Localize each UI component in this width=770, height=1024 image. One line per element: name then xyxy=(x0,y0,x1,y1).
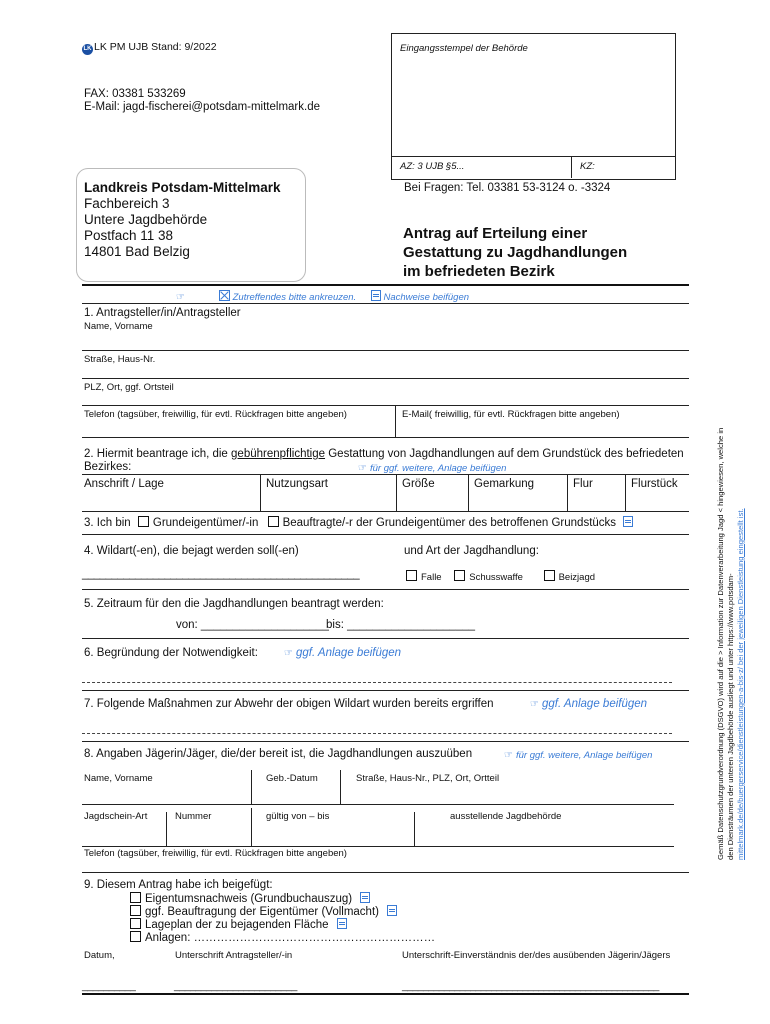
s2-col-address: Anschrift / Lage xyxy=(84,478,164,490)
s4-trap-checkbox[interactable] xyxy=(406,570,417,581)
form-code: LK LK PM UJB Stand: 9/2022 xyxy=(83,41,217,53)
s9-item-4: Anlagen: ……………………………………………………… xyxy=(130,931,435,944)
s6-hint: ☞ ggf. Anlage beifügen xyxy=(284,647,402,659)
s9-heading: 9. Diesem Antrag habe ich beigefügt: xyxy=(84,879,273,891)
s8-street-label: Straße, Haus-Nr., PLZ, Ort, Ortteil xyxy=(356,773,500,784)
sign-applicant-label: Unterschrift Antragsteller/-in xyxy=(175,950,293,961)
email-address: E-Mail: jagd-fischerei@potsdam-mittelmark.de xyxy=(84,101,320,113)
pointing-hand-icon: ☞ xyxy=(504,750,513,761)
page-title: Antrag auf Erteilung einer Gestattung zu Jagdhandlungen im befriedeten Bezirk xyxy=(403,225,628,280)
document-icon xyxy=(360,892,370,903)
s2-col-flurstueck: Flurstück xyxy=(631,478,678,490)
s7-heading: 7. Folgende Maßnahmen zur Abwehr der obigen Wildart wurden bereits ergriffen xyxy=(84,698,494,710)
s5-from[interactable]: von: ____________________ xyxy=(176,619,329,631)
s9-siteplan-checkbox[interactable] xyxy=(130,918,141,929)
s5-heading: 5. Zeitraum für den die Jagdhandlungen beantragt werden: xyxy=(84,598,384,610)
privacy-side-note: Gemäß Datenschutzgrundverordnung (DSGVO) wird auf die > Information zur Datenverarbeitung Jagd < hingewiesen, welche in den Diensträumen der unteren Jagdbehörde ausliegt und unter https://www.potsdam- mittelmark.de/de/buergerservice/dienstleistungen-a-bis-z/ bei der jeweiligen Dienstleistung eingestellt ist. xyxy=(716,312,746,860)
s6-heading: 6. Begründung der Notwendigkeit: xyxy=(84,647,258,659)
document-icon xyxy=(371,290,381,301)
stamp-label: Eingangsstempel der Behörde xyxy=(400,43,528,54)
s7-hint: ☞ ggf. Anlage beifügen xyxy=(530,698,648,710)
s2-col-usage: Nutzungsart xyxy=(266,478,329,490)
s1-email-label: E-Mail( freiwillig, für evtl. Rückfragen bitte angeben) xyxy=(402,409,620,420)
s9-attachments-checkbox[interactable] xyxy=(130,931,141,942)
address-line-1: Landkreis Potsdam-Mittelmark xyxy=(84,180,281,195)
s1-heading: 1. Antragsteller/in/Antragsteller xyxy=(84,307,241,319)
s1-name-label: Name, Vorname xyxy=(84,321,153,332)
s4-right: und Art der Jagdhandlung: xyxy=(404,545,539,557)
s9-ownership-checkbox[interactable] xyxy=(130,892,141,903)
s4-heading: 4. Wildart(-en), die bejagt werden soll(-en) xyxy=(84,545,299,557)
s4-firearm-checkbox[interactable] xyxy=(454,570,465,581)
s8-license-type-label: Jagdschein-Art xyxy=(84,811,148,822)
address-line-4: Postfach 11 38 xyxy=(84,228,174,243)
privacy-link[interactable]: mittelmark.de/de/buergerservice/dienstleistungen-a-bis-z/ bei der jeweiligen Dienstleistung eingestellt ist. xyxy=(736,508,745,860)
s5-to[interactable]: bis: ____________________ xyxy=(326,619,476,631)
legend: ☞ Zutreffendes bitte ankreuzen. Nachweise beifügen xyxy=(176,292,470,303)
s2-text: 2. Hiermit beantrage ich, die gebührenpflichtige Gestattung von Jagdhandlungen auf dem Grundstück des befriedeten xyxy=(84,448,684,460)
sign-date-label: Datum, xyxy=(84,950,115,961)
s8-validity-label: gültig von – bis xyxy=(266,811,330,822)
s3-row: 3. Ich bin Grundeigentümer/-in Beauftragte/-r der Grundeigentümer des betroffenen Grundstücks xyxy=(84,516,633,529)
s1-phone-label: Telefon (tagsüber, freiwillig, für evtl. Rückfragen bitte angeben) xyxy=(84,409,347,420)
pointing-hand-icon: ☞ xyxy=(284,648,293,659)
document-icon xyxy=(337,918,347,929)
s3-agent-checkbox[interactable] xyxy=(268,516,279,527)
fax-number: FAX: 03381 533269 xyxy=(84,88,186,100)
s2-line2: Bezirkes: xyxy=(84,461,132,473)
s4-species-blank[interactable]: _______________________________________________ xyxy=(82,568,360,580)
s8-phone-label: Telefon (tagsüber, freiwillig, für evtl. Rückfragen bitte angeben) xyxy=(84,848,347,859)
sign-hunter-line[interactable]: _________________________________________________ xyxy=(402,980,659,992)
district-logo-icon: LK xyxy=(82,44,93,55)
sign-hunter-label: Unterschrift-Einverständnis der/des ausübenden Jägerin/Jägers xyxy=(402,950,671,961)
s9-authorization-checkbox[interactable] xyxy=(130,905,141,916)
sign-applicant-line[interactable]: _______________________ xyxy=(174,980,297,992)
address-line-5: 14801 Bad Belzig xyxy=(84,244,190,259)
s4-options: Falle Schusswaffe Beizjagd xyxy=(406,570,595,583)
checked-box-icon xyxy=(219,290,230,301)
kz-label: KZ: xyxy=(580,161,595,172)
s9-item-3: Lageplan der zu bejagenden Fläche xyxy=(130,918,347,931)
s8-number-label: Nummer xyxy=(175,811,212,822)
document-icon xyxy=(623,516,633,527)
pointing-hand-icon: ☞ xyxy=(358,463,367,474)
address-line-3: Untere Jagdbehörde xyxy=(84,212,208,227)
stamp-box xyxy=(391,33,676,180)
az-label: AZ: 3 UJB §5... xyxy=(400,161,465,172)
address-line-2: Fachbereich 3 xyxy=(84,196,170,211)
s8-authority-label: ausstellende Jagdbehörde xyxy=(450,811,562,822)
sign-date-line[interactable]: __________ xyxy=(82,980,136,992)
s2-col-gemarkung: Gemarkung xyxy=(474,478,535,490)
s8-hint: ☞ für ggf. weitere, Anlage beifügen xyxy=(504,750,653,761)
s1-plz-label: PLZ, Ort, ggf. Ortsteil xyxy=(84,382,174,393)
document-icon xyxy=(387,905,397,916)
s2-col-size: Größe xyxy=(402,478,435,490)
s3-owner-checkbox[interactable] xyxy=(138,516,149,527)
s4-falconry-checkbox[interactable] xyxy=(544,570,555,581)
questions-phone: Bei Fragen: Tel. 03381 53-3124 o. -3324 xyxy=(404,182,611,194)
s2-hint: ☞ für ggf. weitere, Anlage beifügen xyxy=(358,463,507,474)
s2-col-flur: Flur xyxy=(573,478,593,490)
s9-item-2: ggf. Beauftragung der Eigentümer (Vollmacht) xyxy=(130,905,397,918)
pointing-hand-icon: ☞ xyxy=(530,699,539,710)
s8-heading: 8. Angaben Jägerin/Jäger, die/der bereit ist, die Jagdhandlungen auszuüben xyxy=(84,748,473,760)
s9-item-1: Eigentumsnachweis (Grundbuchauszug) xyxy=(130,892,370,905)
s8-birthdate-label: Geb.-Datum xyxy=(266,773,318,784)
s8-name-label: Name, Vorname xyxy=(84,773,153,784)
s1-street-label: Straße, Haus-Nr. xyxy=(84,354,156,365)
pointing-hand-icon: ☞ xyxy=(176,292,185,303)
